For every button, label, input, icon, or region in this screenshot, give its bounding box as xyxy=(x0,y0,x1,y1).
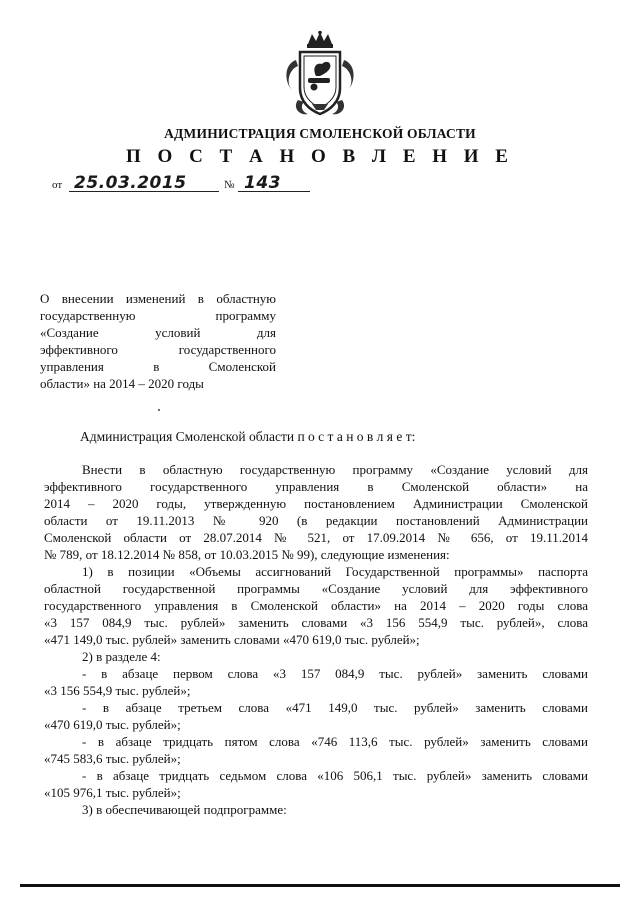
organization-name: АДМИНИСТРАЦИЯ СМОЛЕНСКОЙ ОБЛАСТИ xyxy=(164,126,476,141)
body-line: «745 583,6 тыс. рублей»; xyxy=(44,751,181,766)
page-bottom-rule xyxy=(20,884,620,887)
body-line: «3 156 554,9 тыс. рублей»; xyxy=(44,683,191,698)
body-line: 1) в позиции «Объемы ассигнований Государственной программы» паспорта xyxy=(82,564,588,579)
body-line: областной государственной программы «Создание условий для эффективного xyxy=(44,581,588,596)
date-prefix: от xyxy=(52,179,63,191)
subject-line: области» на 2014 – 2020 годы xyxy=(40,376,204,391)
stray-mark xyxy=(158,409,160,411)
document-number: 143 xyxy=(244,173,281,193)
document-date: 25.03.2015 xyxy=(74,173,187,193)
body-line: - в абзаце тридцать седьмом слова «106 506,1 тыс. рублей» заменить словами xyxy=(82,768,588,783)
date-number-line xyxy=(52,168,312,196)
body-line: - в абзаце третьем слова «471 149,0 тыс. рублей» заменить словами xyxy=(82,700,588,715)
subject-line: О внесении изменений в областную xyxy=(40,291,276,306)
subject-line: государственную программу xyxy=(40,308,276,323)
body-line: - в абзаце первом слова «3 157 084,9 тыс. рублей» заменить словами xyxy=(82,666,588,681)
document-type: П О С Т А Н О В Л Е Н И Е xyxy=(126,146,514,167)
body-line: «471 149,0 тыс. рублей» заменить словами «470 619,0 тыс. рублей»; xyxy=(44,632,420,647)
body-line: эффективного государственного управления в Смоленской области» на xyxy=(44,479,588,494)
body-line: «3 157 084,9 тыс. рублей» заменить словами «3 156 554,9 тыс. рублей», слова xyxy=(44,615,588,630)
body-line: 3) в обеспечивающей подпрограмме: xyxy=(82,802,287,817)
body-line: государственного управления в Смоленской области» на 2014 – 2020 годы слова xyxy=(44,598,588,613)
body-line: области от 19.11.2013 № 920 (в редакции постановлений Администрации xyxy=(44,513,588,528)
subject-block xyxy=(40,290,276,392)
preamble: Администрация Смоленской области п о с т а н о в л я е т: xyxy=(80,429,416,444)
body-line: Смоленской области от 28.07.2014 № 521, от 17.09.2014 № 656, от 19.11.2014 xyxy=(44,530,588,545)
body-line: «470 619,0 тыс. рублей»; xyxy=(44,717,181,732)
body-line: «105 976,1 тыс. рублей»; xyxy=(44,785,181,800)
subject-line: «Создание условий для xyxy=(40,325,276,340)
body-line: Внести в областную государственную программу «Создание условий для xyxy=(82,462,588,477)
number-prefix: № xyxy=(224,179,235,191)
subject-line: управления в Смоленской xyxy=(40,359,276,374)
subject-line: эффективного государственного xyxy=(40,342,276,357)
document-body xyxy=(44,461,588,818)
body-line: 2014 – 2020 годы, утвержденную постановлением Администрации Смоленской xyxy=(44,496,588,511)
body-line: - в абзаце тридцать пятом слова «746 113,6 тыс. рублей» заменить словами xyxy=(82,734,588,749)
body-line: № 789, от 18.12.2014 № 858, от 10.03.2015 № 99), следующие изменения: xyxy=(44,547,450,562)
body-line: 2) в разделе 4: xyxy=(82,649,161,664)
coat-of-arms-icon xyxy=(282,30,358,122)
